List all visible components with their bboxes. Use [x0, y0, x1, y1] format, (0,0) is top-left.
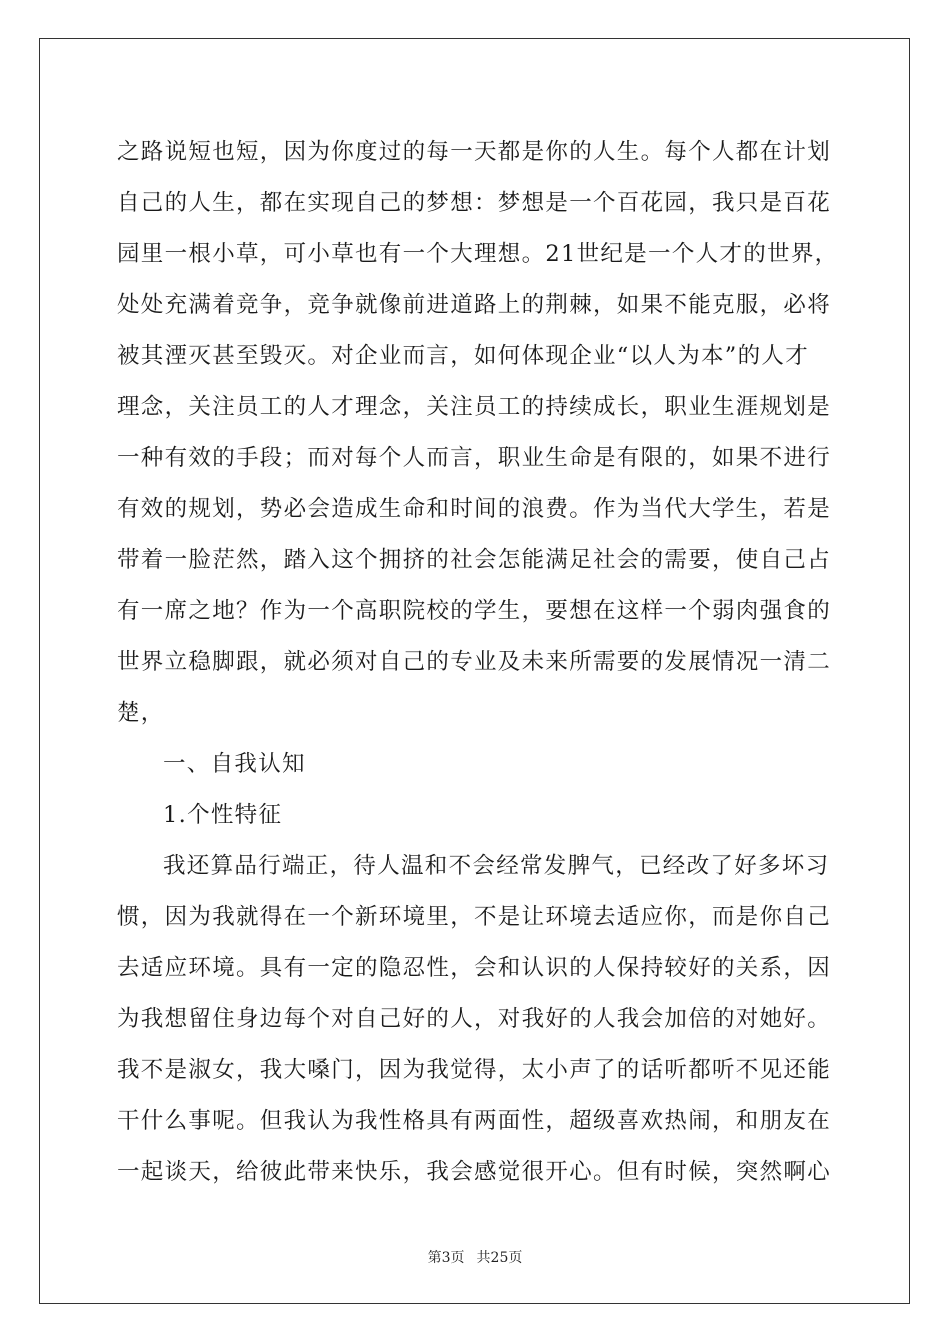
- section-heading: 一、自我认知: [163, 751, 306, 777]
- text-line: 有一席之地？作为一个高职院校的学生，要想在这样一个弱肉强食的: [117, 598, 832, 624]
- document-body: [117, 127, 837, 1198]
- text-line: 园里一根小草，可小草也有一个大理想。21世纪是一个人才的世界，: [117, 241, 839, 267]
- text-line: 去适应环境。具有一定的隐忍性，会和认识的人保持较好的关系，因: [117, 955, 832, 981]
- text-line: 有效的规划，势必会造成生命和时间的浪费。作为当代大学生，若是: [117, 496, 832, 522]
- text-line: 理念，关注员工的人才理念，关注员工的持续成长，职业生涯规划是: [117, 394, 832, 420]
- text-line: 带着一脸茫然，踏入这个拥挤的社会怎能满足社会的需要，使自己占: [117, 547, 832, 573]
- text-line: 自己的人生，都在实现自己的梦想：梦想是一个百花园，我只是百花: [117, 190, 832, 216]
- text-line: 世界立稳脚跟，就必须对自己的专业及未来所需要的发展情况一清二: [117, 649, 832, 675]
- text-line: 我还算品行端正，待人温和不会经常发脾气，已经改了好多坏习: [163, 853, 830, 879]
- text-line: 惯，因为我就得在一个新环境里，不是让环境去适应你，而是你自己: [117, 904, 832, 930]
- text-line: 我不是淑女，我大嗓门，因为我觉得，太小声了的话听都听不见还能: [117, 1057, 832, 1083]
- page-total: 共25页: [476, 1250, 523, 1266]
- page-footer: [0, 1248, 950, 1268]
- text-line: 干什么事呢。但我认为我性格具有两面性，超级喜欢热闹，和朋友在: [117, 1108, 832, 1134]
- text-line: 楚，: [117, 700, 165, 726]
- text-line: 处处充满着竞争，竞争就像前进道路上的荆棘，如果不能克服，必将: [117, 292, 832, 318]
- text-line: 一种有效的手段；而对每个人而言，职业生命是有限的，如果不进行: [117, 445, 832, 471]
- text-line: 一起谈天，给彼此带来快乐，我会感觉很开心。但有时候，突然啊心: [117, 1159, 832, 1185]
- subsection-heading: 1.个性特征: [163, 802, 283, 828]
- text-line: 被其湮灭甚至毁灭。对企业而言，如何体现企业“以人为本”的人才: [117, 343, 810, 369]
- text-line: 为我想留住身边每个对自己好的人，对我好的人我会加倍的对她好。: [117, 1006, 832, 1032]
- page-number: 第3页: [427, 1250, 465, 1266]
- text-line: 之路说短也短，因为你度过的每一天都是你的人生。每个人都在计划: [117, 139, 832, 165]
